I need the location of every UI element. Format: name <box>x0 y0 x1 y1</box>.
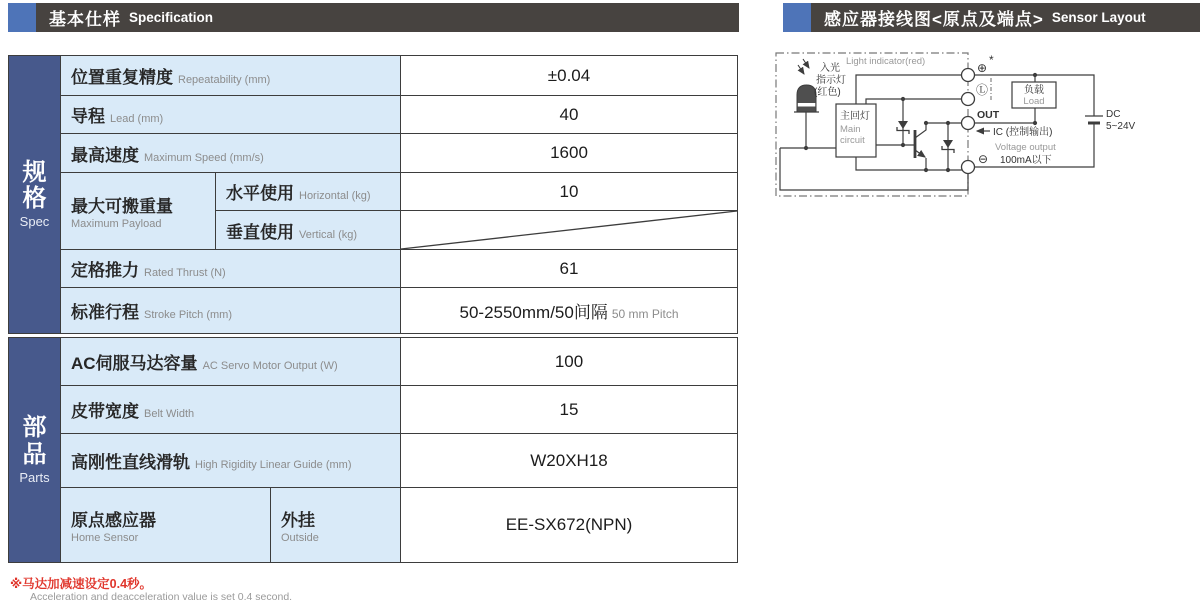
parts-table <box>8 337 738 563</box>
row-label-lead <box>61 96 401 134</box>
value-home-sensor: EE-SX672(NPN) <box>401 488 738 563</box>
label-cn: 最高速度 <box>71 145 139 165</box>
row-label-home-sensor <box>61 488 271 563</box>
spec-table <box>8 55 738 334</box>
incident-light-label: 入光 <box>820 63 840 74</box>
label-cn: 皮带宽度 <box>71 402 139 421</box>
indicator-lamp-label: 指示灯 <box>816 75 846 86</box>
terminal-out <box>962 117 975 130</box>
ic-label: IC (控制输出) <box>993 127 1053 138</box>
label-cn: AC伺服马达容量 <box>71 354 198 373</box>
label-en: Repeatability (mm) <box>178 74 271 86</box>
label-en: Outside <box>281 532 319 544</box>
collector-wire <box>915 123 926 138</box>
load-box <box>1012 82 1056 108</box>
value-servo-output: 100 <box>401 338 738 386</box>
stroke-pitch-main: 50-2550mm/50间隔 <box>459 303 608 322</box>
section-label-spec <box>9 56 61 334</box>
specification-header-title <box>36 3 739 32</box>
voltage-output-label: Voltage output <box>995 142 1056 153</box>
label-cn: 标准行程 <box>71 303 139 322</box>
row-label-servo-output <box>61 338 401 386</box>
section-label-parts-en: Parts <box>19 469 50 485</box>
label-cn: 最大可搬重量 <box>71 197 173 216</box>
value-lead: 40 <box>401 96 738 134</box>
stroke-pitch-suffix: 50 mm Pitch <box>611 307 679 321</box>
value-repeatability: ±0.04 <box>401 56 738 96</box>
value-payload-vertical-na <box>401 211 738 250</box>
section-label-parts-cn: 部 品 <box>22 414 47 468</box>
value-belt-width: 15 <box>401 386 738 434</box>
label-en: Horizontal (kg) <box>299 190 371 202</box>
l-terminal-wire <box>866 99 968 104</box>
value-stroke-pitch <box>401 288 738 334</box>
emitter-wire <box>915 150 925 157</box>
row-label-stroke-pitch <box>61 288 401 334</box>
sensor-layout-header-title <box>811 3 1200 32</box>
row-label-payload <box>61 173 216 250</box>
specification-title-cn: 基本仕样 <box>49 10 121 29</box>
label-cn: 定格推力 <box>71 261 139 280</box>
value-payload-horizontal: 10 <box>401 173 738 211</box>
label-en: Rated Thrust (N) <box>144 267 226 279</box>
blue-accent-square <box>8 3 36 32</box>
main-circuit-box <box>836 104 876 157</box>
label-cn: 位置重复精度 <box>71 68 173 87</box>
label-en: Vertical (kg) <box>299 228 358 241</box>
l-symbol: Ⓛ <box>976 83 989 97</box>
row-label-belt-width <box>61 386 401 434</box>
label-en: Stroke Pitch (mm) <box>144 309 233 321</box>
row-label-home-sensor-outside <box>271 488 401 563</box>
label-cn: 外挂 <box>281 511 315 530</box>
asterisk-symbol: * <box>989 53 994 67</box>
label-en: AC Servo Motor Output (W) <box>202 360 338 372</box>
label-en: High Rigidity Linear Guide (mm) <box>195 459 352 471</box>
current-limit-label: 100mA以下 <box>1000 155 1052 166</box>
section-label-spec-en: Spec <box>19 214 50 230</box>
label-en: Lead (mm) <box>110 113 164 125</box>
load-cn: 负载 <box>1024 85 1044 96</box>
diagonal-na-line <box>401 211 737 249</box>
value-max-speed: 1600 <box>401 134 738 173</box>
main-circuit-cn: 主回灯 <box>840 111 870 122</box>
inner-ground-rail <box>856 157 968 170</box>
terminal-l <box>962 93 975 106</box>
red-color-label: (红色) <box>814 87 841 98</box>
specification-title-en: Specification <box>129 10 214 25</box>
row-label-payload-horizontal <box>216 173 401 211</box>
section-label-spec-cn: 规 格 <box>22 158 47 212</box>
incident-light-arrows <box>798 59 809 74</box>
label-cn: 垂直使用 <box>226 222 294 242</box>
terminal-minus <box>962 161 975 174</box>
sensor-layout-title-cn: 感应器接线图<原点及端点> <box>824 10 1044 29</box>
plus-rail-wire <box>856 75 1094 116</box>
minus-symbol: ⊖ <box>978 152 989 166</box>
dc-range-label: 5~24V <box>1106 121 1136 132</box>
main-circuit-en1: Main <box>840 124 861 135</box>
label-en: Maximum Speed (mm/s) <box>144 151 264 164</box>
row-label-payload-vertical <box>216 211 401 250</box>
footnote-cn: ※马达加减速设定0.4秒。 <box>10 577 153 591</box>
row-label-repeatability <box>61 56 401 96</box>
footnote-en: Acceleration and deacceleration value is set 0.4 second. <box>30 591 293 603</box>
plus-symbol: ⊕ <box>977 61 988 75</box>
sensor-wiring-diagram <box>770 50 1200 200</box>
label-cn: 原点感应器 <box>71 511 156 530</box>
blue-accent-square <box>783 3 811 32</box>
value-linear-guide: W20XH18 <box>401 434 738 488</box>
row-label-max-speed <box>61 134 401 173</box>
specification-header-bar <box>8 3 739 32</box>
row-label-linear-guide <box>61 434 401 488</box>
label-cn: 高刚性直线滑轨 <box>71 453 190 472</box>
main-circuit-en2: circuit <box>840 135 865 146</box>
label-en: Maximum Payload <box>71 218 162 230</box>
light-indicator-label: Light indicator(red) <box>846 56 926 67</box>
label-en: Home Sensor <box>71 532 139 544</box>
sensor-layout-title-en: Sensor Layout <box>1051 10 1146 25</box>
out-label: OUT <box>977 109 1000 121</box>
label-en: Belt Width <box>144 408 195 420</box>
section-label-parts <box>9 338 61 563</box>
label-cn: 水平使用 <box>226 184 294 203</box>
dc-label: DC <box>1106 109 1121 120</box>
value-rated-thrust: 61 <box>401 250 738 288</box>
sensor-layout-header-bar <box>783 3 1200 32</box>
label-cn: 导程 <box>71 107 105 126</box>
load-en: Load <box>1023 96 1045 107</box>
battery-symbol <box>1085 116 1103 123</box>
terminal-plus <box>962 69 975 82</box>
row-label-rated-thrust <box>61 250 401 288</box>
